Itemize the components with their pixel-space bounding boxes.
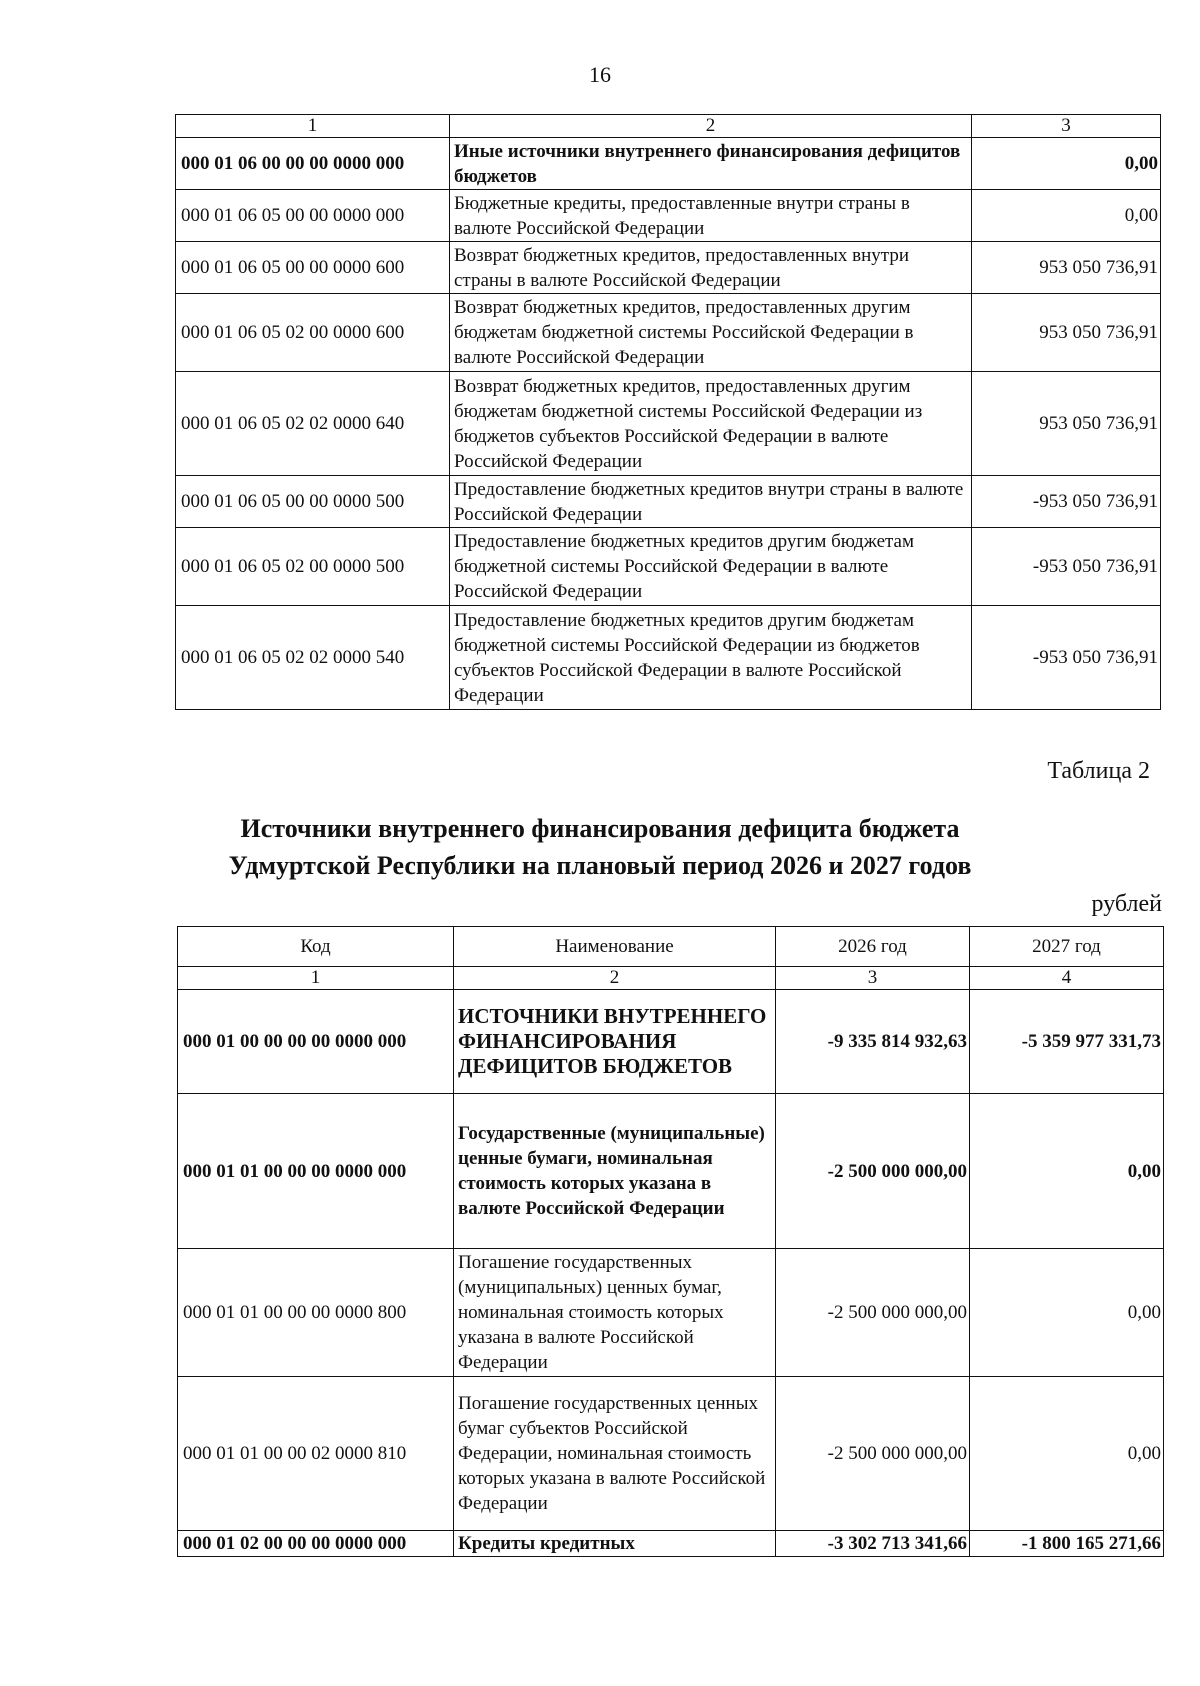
row-code: 000 01 00 00 00 00 0000 000 bbox=[178, 990, 454, 1094]
table-row bbox=[176, 528, 1161, 606]
row-name: Государственные (муниципальные) ценные бумаги, номинальная стоимость которых указана в валюте Российской Федерации bbox=[454, 1094, 776, 1249]
table-title-line: Источники внутреннего финансирования дефицита бюджета bbox=[240, 814, 960, 843]
row-amount: 0,00 bbox=[972, 138, 1161, 190]
table-row bbox=[178, 1094, 1164, 1249]
column-header-2027: 2027 год bbox=[970, 927, 1164, 967]
table-row bbox=[178, 990, 1164, 1094]
row-code: 000 01 06 05 02 00 0000 600 bbox=[176, 294, 450, 372]
row-code: 000 01 06 05 02 02 0000 640 bbox=[176, 372, 450, 476]
table-header-row bbox=[176, 115, 1161, 138]
row-name: Погашение государственных ценных бумаг субъектов Российской Федерации, номинальная стоимость которых указана в валюте Российской Федерации bbox=[454, 1377, 776, 1531]
sources-table-continued bbox=[175, 114, 1161, 710]
row-amount-2027: 0,00 bbox=[970, 1094, 1164, 1249]
table-number-row bbox=[178, 967, 1164, 990]
table-row bbox=[176, 294, 1161, 372]
row-code: 000 01 06 05 00 00 0000 000 bbox=[176, 190, 450, 242]
row-amount-2027: -1 800 165 271,66 bbox=[970, 1531, 1164, 1557]
row-amount: -953 050 736,91 bbox=[972, 528, 1161, 606]
column-number: 1 bbox=[176, 115, 450, 138]
column-header-code: Код bbox=[178, 927, 454, 967]
row-amount: -953 050 736,91 bbox=[972, 606, 1161, 710]
sources-table-2026-2027 bbox=[177, 926, 1164, 1557]
row-name: ИСТОЧНИКИ ВНУТРЕННЕГО ФИНАНСИРОВАНИЯ ДЕФИЦИТОВ БЮДЖЕТОВ bbox=[454, 990, 776, 1094]
row-amount: 953 050 736,91 bbox=[972, 294, 1161, 372]
units-label: рублей bbox=[1091, 891, 1162, 917]
table-row bbox=[176, 476, 1161, 528]
row-amount-2026: -2 500 000 000,00 bbox=[776, 1377, 970, 1531]
row-amount-2027: -5 359 977 331,73 bbox=[970, 990, 1164, 1094]
row-code: 000 01 01 00 00 00 0000 000 bbox=[178, 1094, 454, 1249]
table-header-row bbox=[178, 927, 1164, 967]
row-code: 000 01 02 00 00 00 0000 000 bbox=[178, 1531, 454, 1557]
column-header-2026: 2026 год bbox=[776, 927, 970, 967]
row-name: Иные источники внутреннего финансирования дефицитов бюджетов bbox=[450, 138, 972, 190]
row-amount-2027: 0,00 bbox=[970, 1377, 1164, 1531]
row-amount: 953 050 736,91 bbox=[972, 242, 1161, 294]
table-title bbox=[0, 810, 1200, 884]
row-code: 000 01 01 00 00 02 0000 810 bbox=[178, 1377, 454, 1531]
table-row bbox=[176, 190, 1161, 242]
row-code: 000 01 06 05 00 00 0000 600 bbox=[176, 242, 450, 294]
row-name: Погашение государственных (муниципальных) ценных бумаг, номинальная стоимость которых указана в валюте Российской Федерации bbox=[454, 1249, 776, 1377]
column-number: 4 bbox=[970, 967, 1164, 990]
table-row bbox=[178, 1531, 1164, 1557]
column-header-name: Наименование bbox=[454, 927, 776, 967]
column-number: 2 bbox=[450, 115, 972, 138]
row-amount-2027: 0,00 bbox=[970, 1249, 1164, 1377]
table-row bbox=[176, 242, 1161, 294]
row-amount: 0,00 bbox=[972, 190, 1161, 242]
row-code: 000 01 01 00 00 00 0000 800 bbox=[178, 1249, 454, 1377]
column-number: 1 bbox=[178, 967, 454, 990]
row-code: 000 01 06 00 00 00 0000 000 bbox=[176, 138, 450, 190]
table-row bbox=[176, 138, 1161, 190]
row-code: 000 01 06 05 02 02 0000 540 bbox=[176, 606, 450, 710]
column-number: 3 bbox=[776, 967, 970, 990]
table-title-line: Удмуртской Республики на плановый период 2026 и 2027 годов bbox=[228, 851, 972, 880]
row-code: 000 01 06 05 02 00 0000 500 bbox=[176, 528, 450, 606]
row-name: Возврат бюджетных кредитов, предоставленных другим бюджетам бюджетной системы Российской Федерации из бюджетов субъектов Российской Федерации в валюте Российской Федерации bbox=[450, 372, 972, 476]
row-amount-2026: -9 335 814 932,63 bbox=[776, 990, 970, 1094]
row-name: Кредиты кредитных bbox=[454, 1531, 776, 1557]
page-number: 16 bbox=[589, 62, 611, 87]
table-label: Таблица 2 bbox=[1047, 758, 1150, 784]
row-name: Бюджетные кредиты, предоставленные внутри страны в валюте Российской Федерации bbox=[450, 190, 972, 242]
row-amount: 953 050 736,91 bbox=[972, 372, 1161, 476]
row-name: Предоставление бюджетных кредитов другим бюджетам бюджетной системы Российской Федерации из бюджетов субъектов Российской Федерации в валюте Российской Федерации bbox=[450, 606, 972, 710]
table-row bbox=[176, 372, 1161, 476]
row-amount-2026: -3 302 713 341,66 bbox=[776, 1531, 970, 1557]
row-name: Предоставление бюджетных кредитов внутри страны в валюте Российской Федерации bbox=[450, 476, 972, 528]
row-name: Возврат бюджетных кредитов, предоставленных другим бюджетам бюджетной системы Российской Федерации в валюте Российской Федерации bbox=[450, 294, 972, 372]
row-code: 000 01 06 05 00 00 0000 500 bbox=[176, 476, 450, 528]
row-amount-2026: -2 500 000 000,00 bbox=[776, 1249, 970, 1377]
row-amount-2026: -2 500 000 000,00 bbox=[776, 1094, 970, 1249]
row-name: Предоставление бюджетных кредитов другим бюджетам бюджетной системы Российской Федерации в валюте Российской Федерации bbox=[450, 528, 972, 606]
column-number: 3 bbox=[972, 115, 1161, 138]
row-amount: -953 050 736,91 bbox=[972, 476, 1161, 528]
row-name: Возврат бюджетных кредитов, предоставленных внутри страны в валюте Российской Федерации bbox=[450, 242, 972, 294]
table-row bbox=[178, 1377, 1164, 1531]
table-row bbox=[178, 1249, 1164, 1377]
table-row bbox=[176, 606, 1161, 710]
column-number: 2 bbox=[454, 967, 776, 990]
